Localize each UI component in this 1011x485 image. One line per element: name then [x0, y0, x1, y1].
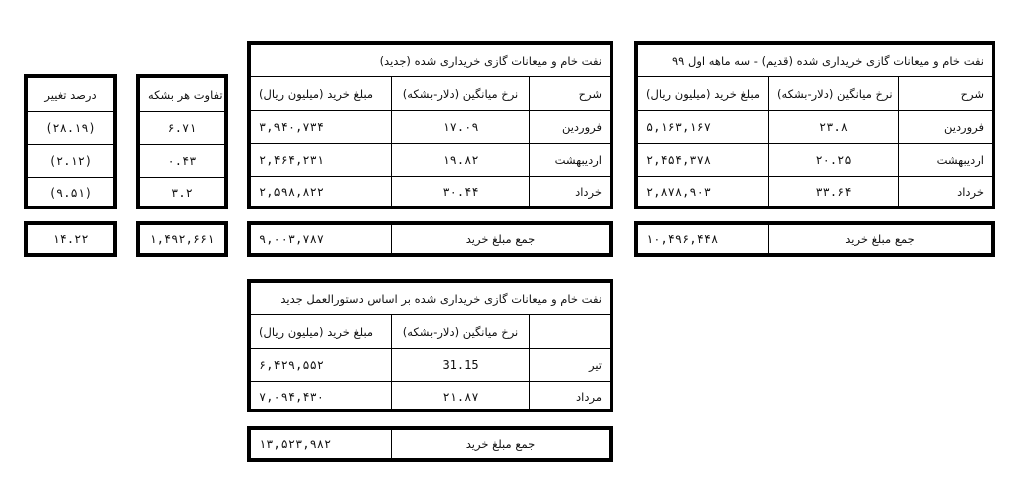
old-header-desc: شرح [899, 77, 993, 111]
instr-header-rate: نرخ میانگین (دلار-بشکه) [392, 315, 530, 349]
diff-row-value: ۰.۴۳ [140, 145, 225, 178]
new-total-value: ۹,۰۰۳,۷۸۷ [251, 225, 392, 254]
new-purchase-table [247, 41, 613, 209]
instr-row-rate: 31.15 [392, 349, 530, 382]
instr-row-amount: ۶,۴۲۹,۵۵۲ [251, 349, 392, 382]
new-row-rate: ۱۹.۸۲ [392, 144, 530, 177]
old-table-title: نفت خام و میعانات گازی خریداری شده (قدیم) - سه ماهه اول ۹۹ [638, 45, 993, 77]
new-header-amount: مبلغ خرید (میلیون ریال) [251, 77, 392, 111]
diff-header: تفاوت هر بشکه [140, 78, 225, 112]
old-purchase-table [634, 41, 995, 209]
old-row-amount: ۲,۴۵۴,۳۷۸ [638, 144, 769, 177]
pct-row-value: (۲.۱۲) [28, 145, 114, 178]
instr-total-label: جمع مبلغ خرید [392, 430, 610, 459]
pct-total-value: ۱۴.۲۲ [28, 225, 114, 254]
instr-row-label: تیر [530, 349, 611, 382]
instr-header-amount: مبلغ خرید (میلیون ریال) [251, 315, 392, 349]
old-row-rate: ۲۳.۸ [769, 111, 899, 144]
diff-row-value: ۶.۷۱ [140, 112, 225, 145]
new-table-title: نفت خام و میعانات گازی خریداری شده (جدید) [251, 45, 611, 77]
old-total-label: جمع مبلغ خرید [769, 225, 992, 254]
new-row-amount: ۳,۹۴۰,۷۳۴ [251, 111, 392, 144]
old-total-box [634, 221, 995, 257]
old-header-rate: نرخ میانگین (دلار-بشکه) [769, 77, 899, 111]
instr-row-amount: ۷,۰۹۴,۴۳۰ [251, 382, 392, 412]
new-row-label: اردیبهشت [530, 144, 611, 177]
new-header-desc: شرح [530, 77, 611, 111]
instr-row-label: مرداد [530, 382, 611, 412]
new-row-amount: ۲,۴۶۴,۲۳۱ [251, 144, 392, 177]
new-row-amount: ۲,۵۹۸,۸۲۲ [251, 177, 392, 207]
old-row-rate: ۳۳.۶۴ [769, 177, 899, 207]
diff-total-box [136, 221, 228, 257]
percent-change-table [24, 74, 117, 209]
diff-per-barrel-table [136, 74, 228, 209]
new-total-box [247, 221, 613, 257]
instr-table-title: نفت خام و میعانات گازی خریداری شده بر اساس دستورالعمل جدید [251, 283, 611, 315]
pct-total-box [24, 221, 117, 257]
diff-row-value: ۳.۲ [140, 178, 225, 208]
instr-total-value: ۱۳,۵۲۳,۹۸۲ [251, 430, 392, 459]
new-row-rate: ۱۷.۰۹ [392, 111, 530, 144]
instruction-purchase-table [247, 279, 613, 412]
pct-row-value: (۹.۵۱) [28, 178, 114, 208]
old-row-amount: ۵,۱۶۳,۱۶۷ [638, 111, 769, 144]
instr-total-box [247, 426, 613, 462]
old-total-value: ۱۰,۴۹۶,۴۴۸ [638, 225, 769, 254]
new-header-rate: نرخ میانگین (دلار-بشکه) [392, 77, 530, 111]
old-row-amount: ۲,۸۷۸,۹۰۳ [638, 177, 769, 207]
new-row-label: خرداد [530, 177, 611, 207]
new-total-label: جمع مبلغ خرید [392, 225, 610, 254]
old-row-label: خرداد [899, 177, 993, 207]
diff-total-value: ۱,۴۹۲,۶۶۱ [140, 225, 225, 254]
old-row-rate: ۲۰.۲۵ [769, 144, 899, 177]
old-row-label: فروردین [899, 111, 993, 144]
new-row-rate: ۳۰.۴۴ [392, 177, 530, 207]
pct-row-value: (۲۸.۱۹) [28, 112, 114, 145]
instr-row-rate: ۲۱.۸۷ [392, 382, 530, 412]
instr-header-desc [530, 315, 611, 349]
old-header-amount: مبلغ خرید (میلیون ریال) [638, 77, 769, 111]
pct-header: درصد تغییر [28, 78, 114, 112]
new-row-label: فروردین [530, 111, 611, 144]
old-row-label: اردیبهشت [899, 144, 993, 177]
